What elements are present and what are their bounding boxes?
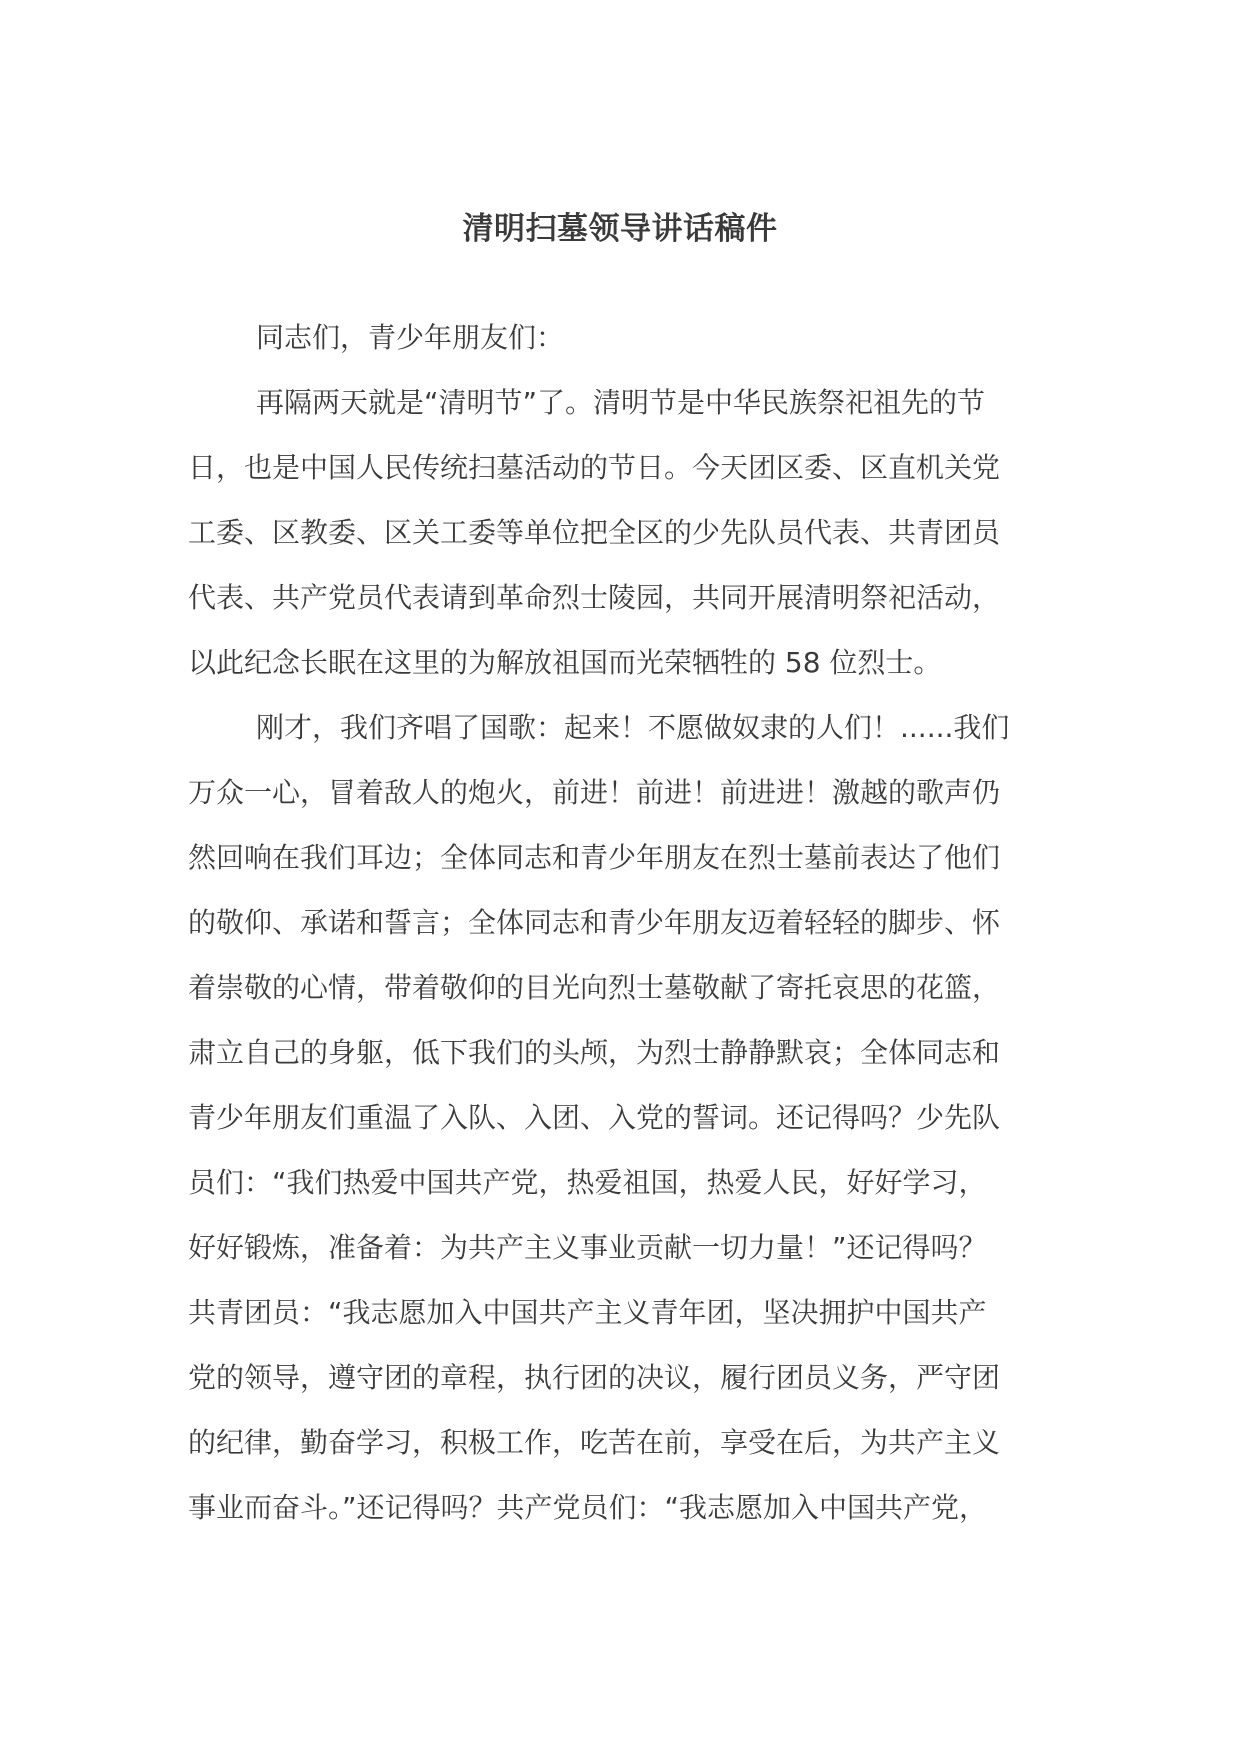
document-body — [188, 305, 1054, 1540]
paragraph-line: 肃立自己的身躯，低下我们的头颅，为烈士静静默哀；全体同志和 — [188, 1036, 1001, 1069]
paragraph-line: 以此纪念长眠在这里的为解放祖国而光荣牺牲的 58 位烈士。 — [188, 646, 942, 679]
paragraph-line: 党的领导，遵守团的章程，执行团的决议，履行团员义务，严守团 — [188, 1361, 1001, 1394]
paragraph-line: 再隔两天就是“清明节”了。清明节是中华民族祭祀祖先的节 — [256, 386, 986, 419]
paragraph-line: 共青团员：“我志愿加入中国共产主义青年团，坚决拥护中国共产 — [188, 1296, 987, 1329]
paragraph-line: 着崇敬的心情，带着敬仰的目光向烈士墓敬献了寄托哀思的花篮， — [188, 971, 1001, 1004]
salutation-line: 同志们，青少年朋友们： — [256, 321, 565, 354]
paragraph-line: 工委、区教委、区关工委等单位把全区的少先队员代表、共青团员 — [188, 516, 1001, 549]
paragraph-line: 的纪律，勤奋学习，积极工作，吃苦在前，享受在后，为共产主义 — [188, 1426, 1001, 1459]
paragraph-line: 员们：“我们热爱中国共产党，热爱祖国，热爱人民，好好学习， — [188, 1166, 987, 1199]
document-title: 清明扫墓领导讲话稿件 — [462, 211, 778, 247]
paragraph-line: 青少年朋友们重温了入队、入团、入党的誓词。还记得吗？少先队 — [188, 1101, 1001, 1134]
paragraph-line: 万众一心，冒着敌人的炮火，前进！前进！前进进！激越的歌声仍 — [188, 776, 1001, 809]
paragraph-line: 日，也是中国人民传统扫墓活动的节日。今天团区委、区直机关党 — [188, 451, 1001, 484]
paragraph-line: 然回响在我们耳边；全体同志和青少年朋友在烈士墓前表达了他们 — [188, 841, 1001, 874]
paragraph-line: 好好锻炼，准备着：为共产主义事业贡献一切力量！”还记得吗？ — [188, 1231, 987, 1264]
paragraph-line: 刚才，我们齐唱了国歌：起来！不愿做奴隶的人们！......我们 — [256, 711, 1010, 744]
paragraph-line: 代表、共产党员代表请到革命烈士陵园，共同开展清明祭祀活动， — [188, 581, 1001, 614]
paragraph-line: 的敬仰、承诺和誓言；全体同志和青少年朋友迈着轻轻的脚步、怀 — [188, 906, 1001, 939]
paragraph-line: 事业而奋斗。”还记得吗？共产党员们：“我志愿加入中国共产党， — [188, 1491, 988, 1524]
